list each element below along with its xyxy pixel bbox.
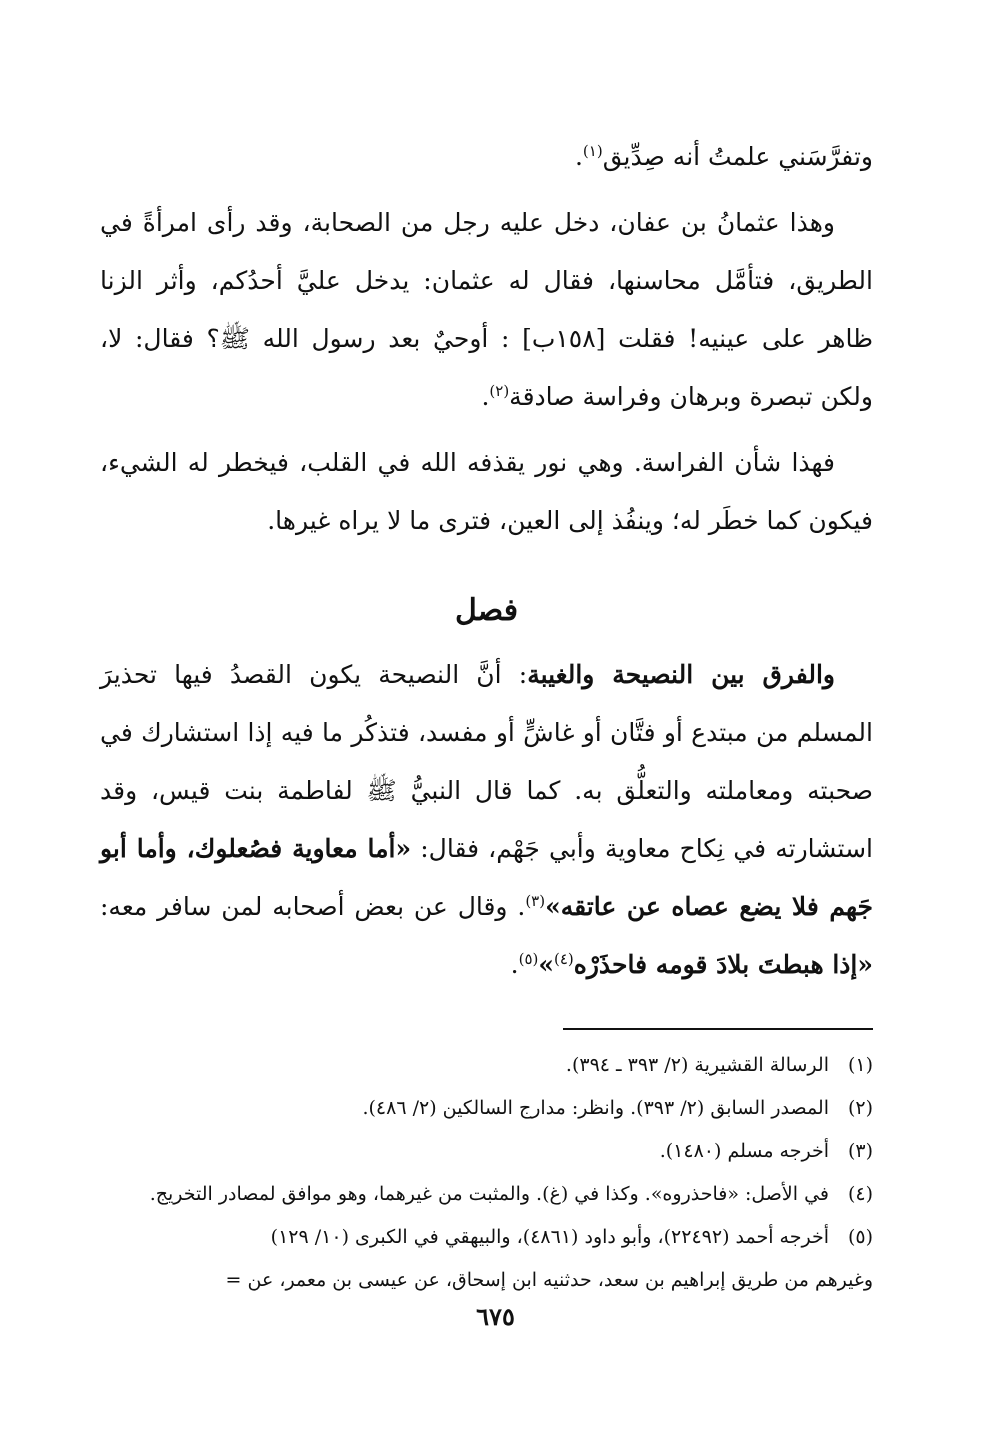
footnote-ref-1: (١) [582,142,603,160]
footnote-ref-4: (٤) [553,950,574,968]
page-number: ٦٧٥ [476,1302,515,1331]
footnotes [100,1044,873,1302]
footnote-ref-2: (٢) [489,382,510,400]
hadith-quote-1: «أما معاوية فصُعلوك، وأما أبو جَهم فلا يضع عصاه عن عاتقه» [100,834,874,921]
paragraph-text: فهذا شأن الفراسة. وهي نور يقذفه الله في القلب، فيخطر له الشيء، فيكون كما خطَر له؛ وينفُذ إلى العين، فترى ما لا يراه غيرها. [100,448,873,535]
footnote-text: أخرجه أحمد (٢٢٤٩٢)، وأبو داود (٤٨٦١)، والبيهقي في الكبرى (١٠/ ١٢٩) [270,1226,829,1248]
footnote-number: (٥) [847,1226,873,1248]
paragraph-text: وتفرَّسَني علمتُ أنه صِدِّيق [602,142,873,171]
paragraph-4 [100,646,873,994]
footnote-ref-3: (٣) [525,892,546,910]
footnote-text: المصدر السابق (٢/ ٣٩٣). وانظر: مدارج السالكين (٢/ ٤٨٦). [362,1097,829,1119]
footnote-number: (٣) [847,1140,873,1162]
footnote-text: الرسالة القشيرية (٢/ ٣٩٣ ـ ٣٩٤). [565,1054,829,1076]
hadith-quote-2: «إذا هبطتَ بلادَ قومه فاحذَرْه [573,950,873,979]
footnote-ref-5: (٥) [518,950,539,968]
paragraph-text: وهذا عثمانُ بن عفان، دخل عليه رجل من الصحابة، وقد رأى امرأةً في الطريق، فتأمَّل محاسنها، فقال له عثمان: يدخل عليَّ أحدُكم، وأثر الزنا ظاهر على عينيه! فقلت [١٥٨ب] : أوحيٌ بعد رسول الله ﷺ؟ فقال: لا، ولكن تبصرة وبرهان وفراسة صادقة [100,208,873,411]
footnote-2 [100,1087,873,1130]
footnote-number: (١) [847,1054,873,1076]
footnote-text: أخرجه مسلم (١٤٨٠). [659,1140,829,1162]
paragraph-text: . وقال عن بعض أصحابه لمن سافر معه: [100,892,526,921]
section-heading: فصل [454,593,519,628]
paragraph-3 [100,434,873,550]
separator-line [563,1028,873,1030]
footnote-3 [100,1130,873,1173]
footnote-1 [100,1044,873,1087]
paragraph-tail: . [574,142,583,171]
footnote-separator [100,1028,873,1030]
paragraph-2 [100,194,873,426]
paragraph-1 [100,128,873,186]
footnote-text: في الأصل: «فاحذروه». وكذا في (غ). والمثبت من غيرهما، وهو موافق لمصادر التخريج. [149,1183,829,1205]
paragraph-lead: والفرق بين النصيحة والغيبة [527,660,835,689]
footnote-number: (٤) [847,1183,873,1205]
footnote-5 [100,1216,873,1259]
footnote-4 [100,1173,873,1216]
paragraph-tail: . [481,382,490,411]
paragraph-tail: . [510,950,519,979]
footnote-continuation: وغيرهم من طريق إبراهيم بن سعد، حدثنيه ابن إسحاق، عن عيسى بن معمر، عن = [225,1269,873,1291]
main-text [100,128,873,994]
page-content [100,128,873,1302]
footnote-number: (٢) [847,1097,873,1119]
paragraph-text: : أنَّ النصيحة يكون القصدُ فيها تحذيرَ المسلم من مبتدع أو فتَّان أو غاشٍّ أو مفسد، فتذكُر ما فيه إذا استشارك في صحبته ومعاملته والتعلُّق به. كما قال النبيُّ ﷺ لفاطمة بنت قيس، وقد استشارته في نِكاح معاوية وأبي جَهْم، فقال: [100,660,873,863]
quote-close: » [538,950,554,979]
